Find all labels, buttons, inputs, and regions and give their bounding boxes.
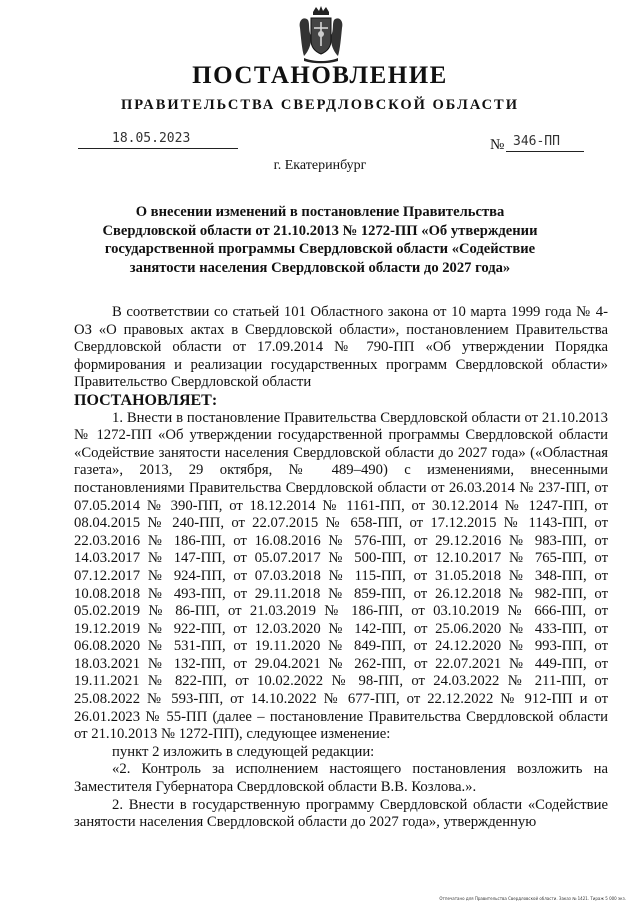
page-title: ПОСТАНОВЛЕНИЕ — [192, 62, 448, 89]
preamble-paragraph: В соответствии со статьей 101 Областного закона от 10 марта 1999 года № 4-ОЗ «О правовых актах в Свердловской области», постановлением Правительства Свердловской области от 17.09.2014 № 790-ПП «Об утверждении Порядка формирования и реализации государственных программ Свердловской области» Правительство Свердловской области — [74, 304, 608, 391]
city: г. Екатеринбург — [273, 158, 367, 173]
document-subject: О внесении изменений в постановление Правительства Свердловской области от 21.10.2013 № 1272-ПП «Об утверждении государственной программы Свердловской области «Содействие занятости населения Свердловской области до 2027 года» — [102, 204, 538, 276]
page-subtitle: ПРАВИТЕЛЬСТВА СВЕРДЛОВСКОЙ ОБЛАСТИ — [120, 97, 520, 113]
document-date: 18.05.2023 — [112, 131, 191, 146]
point-2-intro: пункт 2 изложить в следующей редакции: — [112, 743, 375, 760]
print-footer: Отпечатано для Правительства Свердловской области. Заказ № 1421. Тираж 5 000 экз. — [439, 896, 626, 901]
document-number: 346-ПП — [513, 134, 560, 149]
number-underline — [506, 151, 584, 152]
item-1-paragraph: 1. Внести в постановление Правительства Свердловской области от 21.10.2013 № 1272-ПП «Об утверждении государственной программы Свердловской области «Содействие занятости населения Свердловской области до 2027 года» («Областная газета», 2013, 29 октября, № 489–490) с изменениями, внесенными постановлениями Правительства Свердловской области от 26.03.2014 № 237-ПП, от 07.05.2014 № 390-ПП, от 18.12.2014 № 1161-ПП, от 30.12.2014 № 1247-ПП, от 08.04.2015 № 240-ПП, от 22.07.2015 № 658-ПП, от 17.12.2015 № 1143-ПП, от 22.03.2016 № 186-ПП, от 16.08.2016 № 576-ПП, от 29.12.2016 № 983-ПП, от 14.03.2017 № 147-ПП, от 05.07.2017 № 500-ПП, от 12.10.2017 № 765-ПП, от 07.12.2017 № 924-ПП, от 07.03.2018 № 115-ПП, от 31.05.2018 № 348-ПП, от 10.08.2018 № 493-ПП, от 29.11.2018 № 859-ПП, от 26.12.2018 № 982-ПП, от 05.02.2019 № 86-ПП, от 21.03.2019 № 186-ПП, от 03.10.2019 № 666-ПП, от 19.12.2019 № 922-ПП, от 12.03.2020 № 142-ПП, от 25.06.2020 № 433-ПП, от 06.08.2020 № 531-ПП, от 19.11.2020 № 849-ПП, от 24.12.2020 № 993-ПП, от 18.03.2021 № 132-ПП, от 29.04.2021 № 262-ПП, от 22.07.2021 № 449-ПП, от 19.11.2021 № 822-ПП, от 10.02.2022 № 98-ПП, от 24.03.2022 № 211-ПП, от 25.08.2022 № 593-ПП, от 14.10.2022 № 677-ПП, от 22.12.2022 № 912-ПП и от 26.01.2023 № 55-ПП (далее – постановление Правительства Свердловской области от 21.10.2013 № 1272-ПП), следующее изменение: — [74, 409, 608, 743]
resolves-heading: ПОСТАНОВЛЯЕТ: — [74, 391, 218, 409]
document-body — [74, 304, 608, 832]
date-underline — [78, 148, 238, 149]
coat-of-arms-icon — [298, 6, 344, 64]
item-2-paragraph: 2. Внести в государственную программу Свердловской области «Содействие занятости населения Свердловской области до 2027 года», утвержденную — [74, 796, 608, 831]
point-2-text: «2. Контроль за исполнением настоящего постановления возложить на Заместителя Губернатора Свердловской области В.В. Козлова.». — [74, 761, 608, 796]
number-label: № — [490, 137, 505, 153]
